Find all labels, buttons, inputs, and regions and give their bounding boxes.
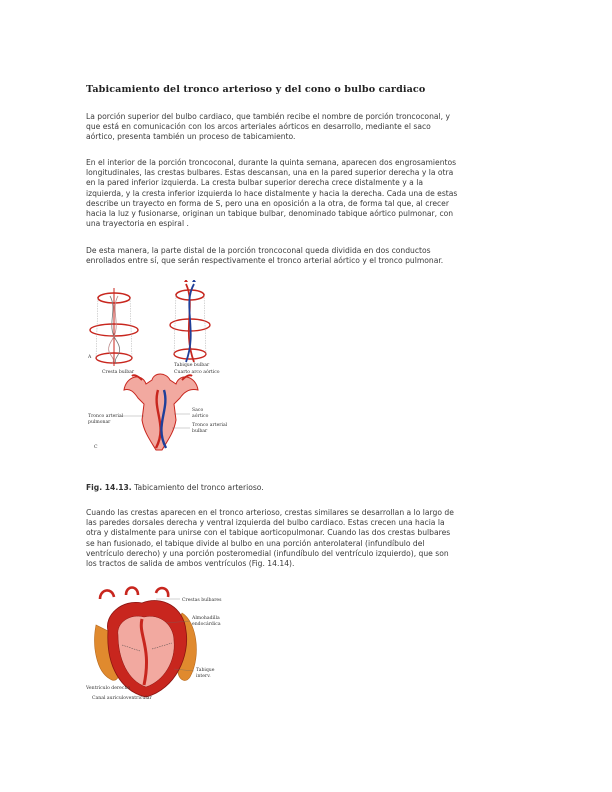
label-almohadilla: Almohadilla bbox=[192, 616, 220, 621]
label-saco-aortico-2: aórtico bbox=[192, 414, 209, 419]
caption-label: Fig. 14.13. bbox=[86, 483, 132, 492]
paragraph-line: las paredes dorsales derecha y ventral izquierda del bulbo cardiaco. Estas crecen una hacia la bbox=[86, 518, 445, 528]
label-c: C bbox=[94, 445, 98, 450]
label-saco-aortico: Saco bbox=[192, 408, 204, 413]
paragraph-line: ventrículo derecho) y una porción posteromedial (infundíbulo del ventrículo izquierdo), que son bbox=[86, 548, 449, 558]
paragraph-line: otra y distalmente para unirse con el tabique aorticopulmonar. Cuando las dos crestas bulbares bbox=[86, 528, 451, 538]
paragraph-line: Cuando las crestas aparecen en el tronco arterioso, crestas similares se desarrollan a lo largo de bbox=[86, 508, 454, 517]
label-tronco-arterial: Tronco arterial bbox=[192, 423, 228, 428]
label-a: A bbox=[88, 355, 92, 360]
figure-crestas-bulbares bbox=[86, 585, 236, 710]
section-title: Tabicamiento del tronco arterioso y del cono o bulbo cardiaco bbox=[86, 84, 426, 95]
paragraph-line: En el interior de la porción troncoconal, durante la quinta semana, aparecen dos engrosamientos bbox=[86, 158, 457, 167]
figure-panel-a bbox=[87, 288, 138, 375]
paragraph-2 bbox=[86, 158, 526, 229]
paragraph-1 bbox=[86, 112, 526, 143]
label-cresta-bulbar: Cresta bulbar bbox=[102, 370, 135, 375]
paragraph-line: enrollados entre sí, que serán respectivamente el tronco arterial aórtico y el tronco pulmonar. bbox=[86, 256, 444, 266]
label-cuarto-arco: Cuarto arco aórtico bbox=[174, 370, 220, 375]
paragraph-4 bbox=[86, 508, 526, 569]
paragraph-3 bbox=[86, 246, 526, 266]
figure-panel-c bbox=[88, 374, 228, 450]
figure-caption bbox=[86, 483, 264, 492]
paragraph-line: se han fusionado, el tabique divide al bulbo en una porción anterolateral (infundíbulo del bbox=[86, 538, 425, 548]
paragraph-line: una trayectoria en espiral . bbox=[86, 219, 189, 229]
label-tronco-pulmonar-2: pulmonar bbox=[88, 420, 111, 425]
paragraph-line: aórtico, presenta también un proceso de tabicamiento. bbox=[86, 132, 296, 142]
paragraph-line: en la pared inferior izquierda. La cresta bulbar superior derecha crece distalmente y a la bbox=[86, 178, 423, 188]
label-tabique-interv-2: interv. bbox=[196, 674, 211, 679]
paragraph-line: De esta manera, la parte distal de la porción troncoconal queda dividida en dos conductos bbox=[86, 246, 431, 255]
paragraph-line: longitudinales, las crestas bulbares. Estas descansan, una en la pared superior derecha y la otra bbox=[86, 168, 454, 178]
paragraph-line: izquierda, y la cresta inferior izquierda lo hace distalmente y hacia la derecha. Cada una de estas bbox=[86, 188, 458, 198]
label-tronco-pulmonar: Tronco arterial bbox=[88, 414, 124, 419]
paragraph-line: los tractos de salida de ambos ventrículos (Fig. 14.14). bbox=[86, 559, 295, 569]
caption-text: Tabicamiento del tronco arterioso. bbox=[131, 483, 264, 492]
label-ventriculo: Ventrículo derecho bbox=[86, 686, 131, 691]
label-almohadilla-2: endocárdica bbox=[192, 622, 221, 627]
label-crestas-bulbares: Crestas bulbares bbox=[182, 598, 222, 603]
paragraph-line: La porción superior del bulbo cardiaco, que también recibe el nombre de porción troncoconal, y bbox=[86, 112, 450, 121]
label-tabique-bulbar: Tabique bulbar bbox=[174, 363, 210, 368]
figure-tronco-arterioso bbox=[86, 280, 236, 470]
label-tabique-interv: Tabique bbox=[196, 668, 215, 673]
paragraph-line: describe un trayecto en forma de S, pero una en oposición a la otra, de forma tal que, al crecer bbox=[86, 198, 449, 208]
label-canal: Canal auriculoventricular bbox=[92, 696, 152, 701]
figure-panel-b bbox=[170, 280, 220, 375]
paragraph-line: que está en comunicación con los arcos arteriales aórticos en desarrollo, mediante el saco bbox=[86, 122, 431, 132]
label-tronco-arterial-2: bulbar bbox=[192, 429, 208, 434]
paragraph-line: hacia la luz y fusionarse, originan un tabique bulbar, denominado tabique aórtico pulmonar, con bbox=[86, 209, 454, 219]
